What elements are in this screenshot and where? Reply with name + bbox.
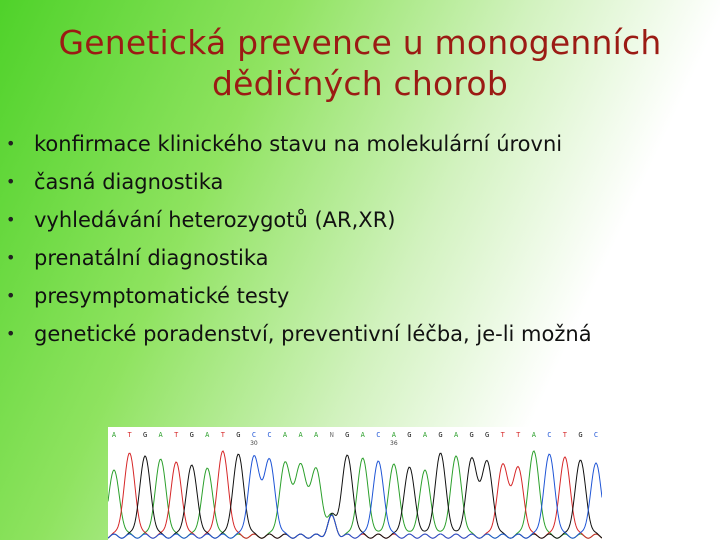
bullet-icon: • [6, 286, 16, 305]
bullet-text: genetické poradenství, preventivní léčba, je-li možná [34, 322, 592, 346]
bullet-icon: • [6, 172, 16, 191]
bullet-text: prenatální diagnostika [34, 246, 269, 270]
base-call-label: A [158, 431, 163, 439]
chromatogram-svg [108, 427, 602, 540]
base-call-label: C [547, 431, 552, 439]
slide-title-line-2: dědičných chorob [212, 64, 508, 103]
base-call-label: G [485, 431, 490, 439]
base-call-label: T [174, 431, 179, 439]
bullet-text: časná diagnostika [34, 170, 224, 194]
bullet-item [6, 168, 706, 196]
trace-T [108, 451, 602, 538]
bullet-text: vyhledávání heterozygotů (AR,XR) [34, 208, 396, 232]
dna-chromatogram-image [108, 427, 602, 540]
position-label: 30 [250, 440, 258, 447]
slide-title-line-1: Genetická prevence u monogenních [58, 23, 662, 62]
base-call-label: G [236, 431, 241, 439]
bullet-item [6, 320, 706, 348]
bullet-text: presymptomatické testy [34, 284, 290, 308]
base-call-label: C [267, 431, 272, 439]
base-call-label: A [314, 431, 319, 439]
base-call-label: C [593, 431, 599, 439]
base-call-label: A [453, 431, 459, 439]
bullet-item [6, 282, 706, 310]
bullet-item [6, 130, 706, 158]
position-label: 36 [390, 440, 398, 447]
base-call-label: G [578, 431, 583, 439]
base-call-label: G [469, 431, 474, 439]
base-call-label: A [360, 431, 365, 439]
slide-title [0, 22, 720, 104]
base-call-label: C [251, 431, 257, 439]
base-call-label: G [189, 431, 194, 439]
base-call-label: N [329, 431, 334, 439]
base-call-label: C [376, 431, 381, 439]
base-call-label: G [438, 431, 443, 439]
chromatogram-traces [108, 451, 602, 538]
base-call-label: T [562, 431, 568, 439]
base-call-label: A [205, 431, 210, 439]
base-call-label: A [298, 431, 303, 439]
bullet-list [6, 130, 706, 348]
base-call-label: T [127, 431, 132, 439]
base-call-label: G [407, 431, 412, 439]
bullet-text: konfirmace klinického stavu na molekulární úrovni [34, 132, 563, 156]
base-call-label: G [345, 431, 350, 439]
base-call-label: T [220, 431, 225, 439]
bullet-item [6, 206, 706, 234]
bullet-icon: • [6, 324, 16, 343]
bullet-icon: • [6, 134, 16, 153]
base-call-row [112, 431, 598, 439]
bullet-item [6, 244, 706, 272]
base-call-label: A [282, 431, 288, 439]
base-call-label: A [111, 431, 117, 439]
base-call-label: G [142, 431, 148, 439]
base-call-label: A [422, 431, 428, 439]
bullet-icon: • [6, 210, 16, 229]
base-call-label: A [391, 431, 396, 439]
base-call-label: T [500, 431, 505, 439]
base-call-label: T [516, 431, 521, 439]
position-label-row [250, 440, 398, 447]
base-call-label: A [531, 431, 536, 439]
bullet-icon: • [6, 248, 16, 267]
